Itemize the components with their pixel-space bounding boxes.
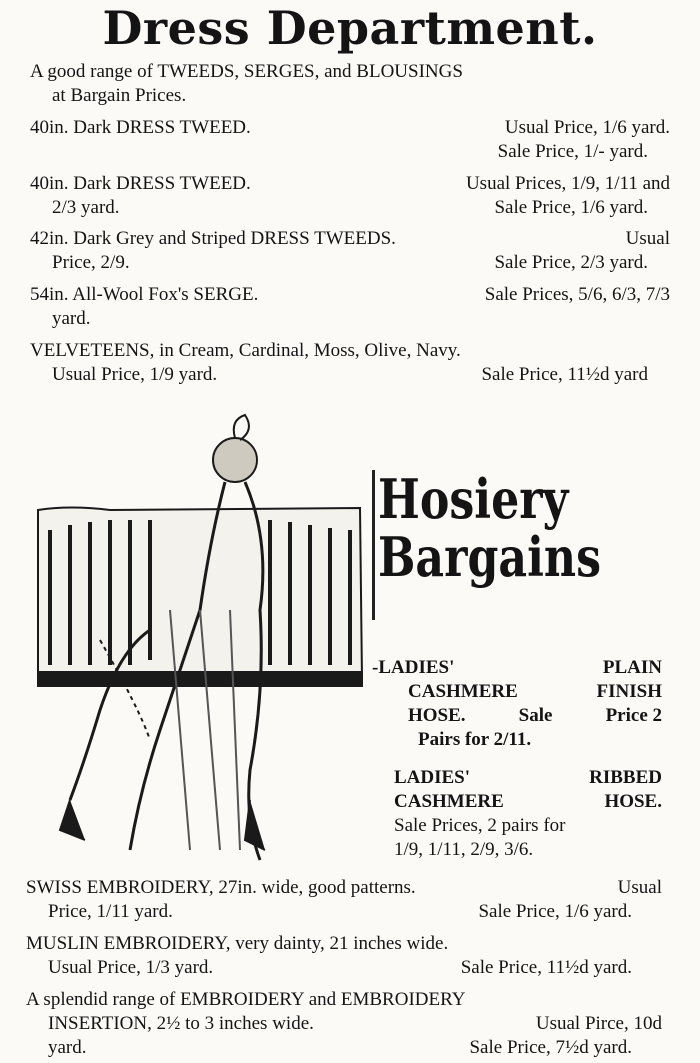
dress-item bbox=[30, 172, 670, 220]
hosiery-title-line: Hosiery bbox=[378, 467, 569, 531]
hose-text: Sale bbox=[518, 705, 553, 726]
item-desc: 42in. Dark Grey and Striped DRESS TWEEDS. bbox=[30, 228, 396, 249]
item-usual-price: Usual Pirce, 10d bbox=[535, 1013, 662, 1034]
hose-text: Pairs for 2/11. bbox=[418, 729, 532, 750]
hose-text: 1/9, 1/11, 2/9, 3/6. bbox=[394, 839, 534, 860]
item-sale-price: Sale Price, 11½d yard bbox=[481, 364, 648, 385]
item-sale-price: Sale Price, 1/- yard. bbox=[497, 141, 648, 162]
hose-text: PLAIN bbox=[602, 657, 662, 678]
hose-text: FINISH bbox=[596, 681, 662, 702]
hose-text: LADIES' bbox=[394, 767, 471, 788]
item-desc: MUSLIN EMBROIDERY, very dainty, 21 inches wide. bbox=[26, 933, 449, 954]
item-desc-cont: yard. bbox=[52, 308, 91, 329]
hosiery-heading bbox=[378, 467, 624, 589]
dress-item bbox=[30, 116, 670, 164]
item-desc-cont: Price, 2/9. bbox=[52, 252, 130, 273]
item-desc-cont: 2/3 yard. bbox=[52, 197, 120, 218]
item-usual-price: Usual Price, 1/6 yard. bbox=[504, 117, 670, 138]
embroidery-item bbox=[26, 932, 662, 980]
item-usual-price: Usual Price, 1/3 yard. bbox=[48, 957, 214, 978]
item-desc-cont: yard. bbox=[48, 1037, 87, 1058]
hose-text: CASHMERE bbox=[408, 681, 518, 702]
hose-text: Price 2 bbox=[605, 705, 662, 726]
item-sale-price: Sale Price, 1/6 yard. bbox=[494, 197, 648, 218]
dress-department-heading: Dress Department. bbox=[102, 1, 598, 55]
divider-bar bbox=[372, 470, 375, 620]
embroidery-item bbox=[26, 988, 662, 1060]
item-desc: SWISS EMBROIDERY, 27in. wide, good patterns. bbox=[26, 877, 416, 898]
hose-text: CASHMERE bbox=[394, 791, 504, 812]
item-sale-price: Sale Price, 7½d yard. bbox=[469, 1037, 632, 1058]
item-sale-price: Sale Price, 2/3 yard. bbox=[494, 252, 648, 273]
item-sale-price: Sale Price, 1/6 yard. bbox=[478, 901, 632, 922]
item-desc: 54in. All-Wool Fox's SERGE. bbox=[30, 284, 259, 305]
dress-item bbox=[30, 227, 670, 275]
item-desc: 40in. Dark DRESS TWEED. bbox=[30, 173, 251, 194]
item-desc: VELVETEENS, in Cream, Cardinal, Moss, Olive, Navy. bbox=[30, 340, 461, 361]
intro-line: at Bargain Prices. bbox=[52, 85, 187, 106]
hose-text: HOSE. bbox=[604, 791, 662, 812]
lady-on-bench-illustration bbox=[30, 410, 370, 870]
dress-item bbox=[30, 283, 670, 331]
hosiery-title-line: Bargains bbox=[378, 525, 602, 589]
intro-line: A good range of TWEEDS, SERGES, and BLOUSINGS bbox=[30, 61, 463, 82]
hose-text: RIBBED bbox=[589, 767, 662, 788]
item-usual-price: Usual bbox=[625, 228, 670, 249]
item-desc-cont: Price, 1/11 yard. bbox=[48, 901, 173, 922]
item-desc-cont: INSERTION, 2½ to 3 inches wide. bbox=[48, 1013, 314, 1034]
item-usual-price: Usual Prices, 1/9, 1/11 and bbox=[465, 173, 670, 194]
item-desc: A splendid range of EMBROIDERY and EMBROIDERY bbox=[26, 989, 466, 1010]
dress-item bbox=[30, 339, 670, 387]
embroidery-item bbox=[26, 876, 662, 924]
item-sale-price: Sale Prices, 5/6, 6/3, 7/3 bbox=[484, 284, 670, 305]
item-usual-price: Usual bbox=[617, 877, 662, 898]
hosiery-item bbox=[394, 766, 662, 862]
hose-text: -LADIES' bbox=[372, 657, 455, 678]
hose-text: Sale Prices, 2 pairs for bbox=[394, 815, 566, 836]
hose-text: HOSE. bbox=[408, 705, 466, 726]
hosiery-item bbox=[372, 656, 662, 752]
dress-intro bbox=[30, 60, 670, 108]
item-usual-price: Usual Price, 1/9 yard. bbox=[52, 364, 218, 385]
item-sale-price: Sale Price, 11½d yard. bbox=[460, 957, 632, 978]
item-desc: 40in. Dark DRESS TWEED. bbox=[30, 117, 251, 138]
